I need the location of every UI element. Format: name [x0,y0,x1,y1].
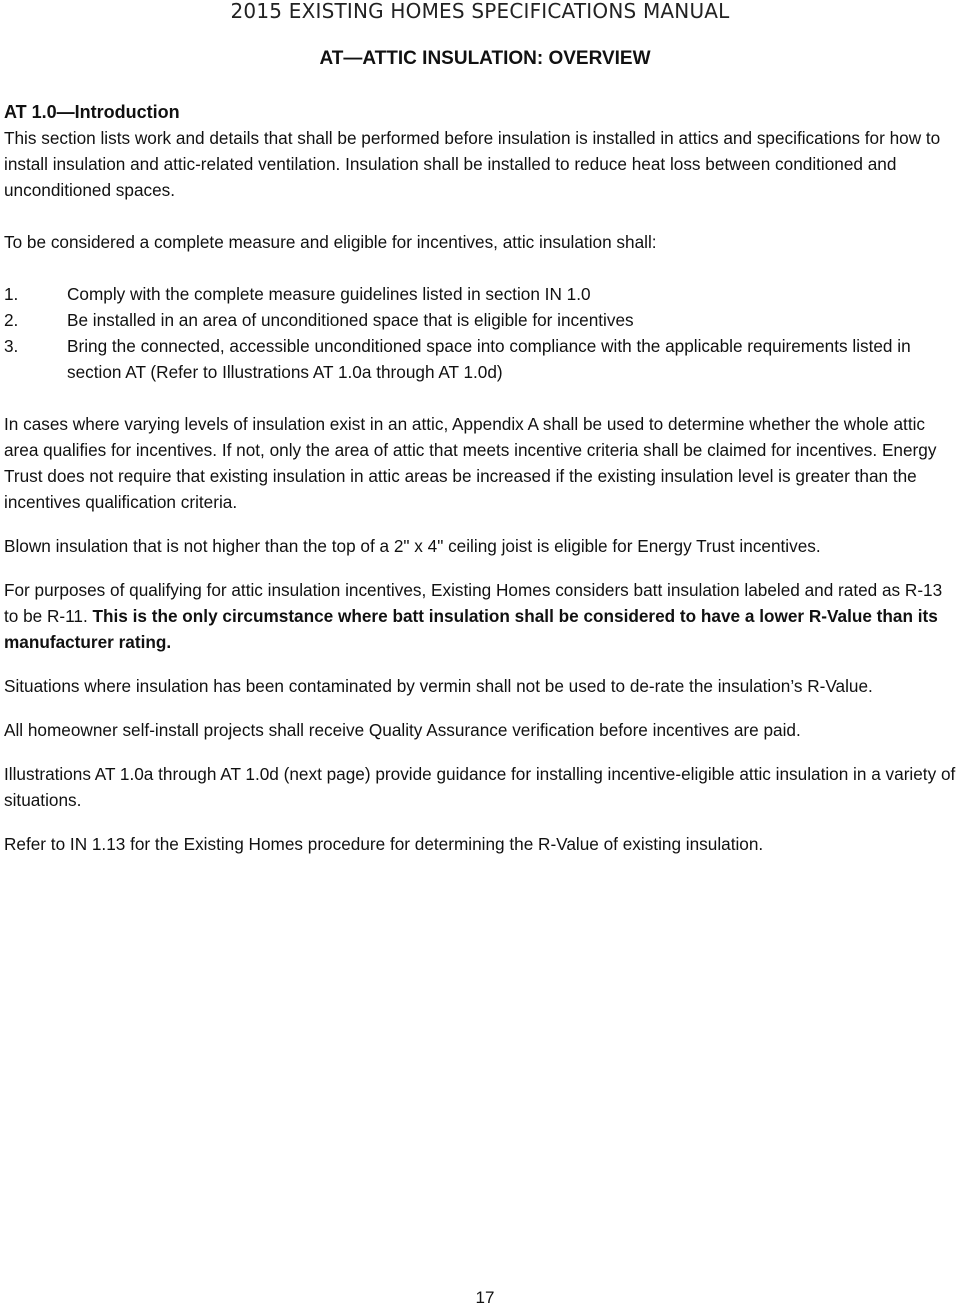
requirement-text: Be installed in an area of unconditioned space that is eligible for incentives [67,310,634,330]
self-install-paragraph: All homeowner self-install projects shall receive Quality Assurance verification before incentives are paid. [4,720,801,740]
requirement-number: 2. [4,310,19,330]
blown-insulation-paragraph: Blown insulation that is not higher than the top of a 2" x 4" ceiling joist is eligible for Energy Trust incentives. [4,536,821,556]
refer-paragraph: Refer to IN 1.13 for the Existing Homes procedure for determining the R-Value of existing insulation. [4,834,764,854]
batt-bold-text: This is the only circumstance where batt insulation shall be considered to have a lower R-Value than its manufacturer rating. [4,606,938,652]
intro-heading: AT 1.0—Introduction [4,102,180,122]
illustrations-paragraph: Illustrations AT 1.0a through AT 1.0d (next page) provide guidance for installing incentive-eligible attic insulation in a variety of situations. [4,764,956,810]
requirements-list [4,281,959,385]
section-title: AT—ATTIC INSULATION: OVERVIEW [319,48,651,69]
manual-title: 2015 EXISTING HOMES SPECIFICATIONS MANUAL [230,0,730,23]
batt-insulation-paragraph [4,577,959,655]
requirement-item [4,281,959,307]
batt-normal-text: For purposes of qualifying for attic insulation incentives, Existing Homes considers batt insulation labeled and rated as R-13 to be R-11. [4,580,943,626]
requirement-item [4,307,959,333]
requirement-text: Bring the connected, accessible unconditioned space into compliance with the applicable requirements listed in section AT (Refer to Illustrations AT 1.0a through AT 1.0d) [67,336,911,382]
vermin-paragraph: Situations where insulation has been contaminated by vermin shall not be used to de-rate the insulation’s R-Value. [4,676,873,696]
measure-intro: To be considered a complete measure and eligible for incentives, attic insulation shall: [4,232,657,252]
document-body [4,99,959,857]
requirement-text: Comply with the complete measure guidelines listed in section IN 1.0 [67,284,591,304]
requirement-item [4,333,959,385]
varying-levels-paragraph: In cases where varying levels of insulation exist in an attic, Appendix A shall be used to determine whether the whole attic area qualifies for incentives. If not, only the area of attic that meets incentive criteria shall be claimed for incentives. Energy Trust does not require that existing insulation in attic areas be increased if the existing insulation level is greater than the incentives qualification criteria. [4,414,937,512]
intro-paragraph: This section lists work and details that shall be performed before insulation is installed in attics and specifications for how to install insulation and attic-related ventilation. Insulation shall be installed to reduce heat loss between conditioned and unconditioned spaces. [4,128,941,200]
requirement-number: 1. [4,284,19,304]
page-number: 17 [475,1288,495,1307]
requirement-number: 3. [4,336,19,356]
